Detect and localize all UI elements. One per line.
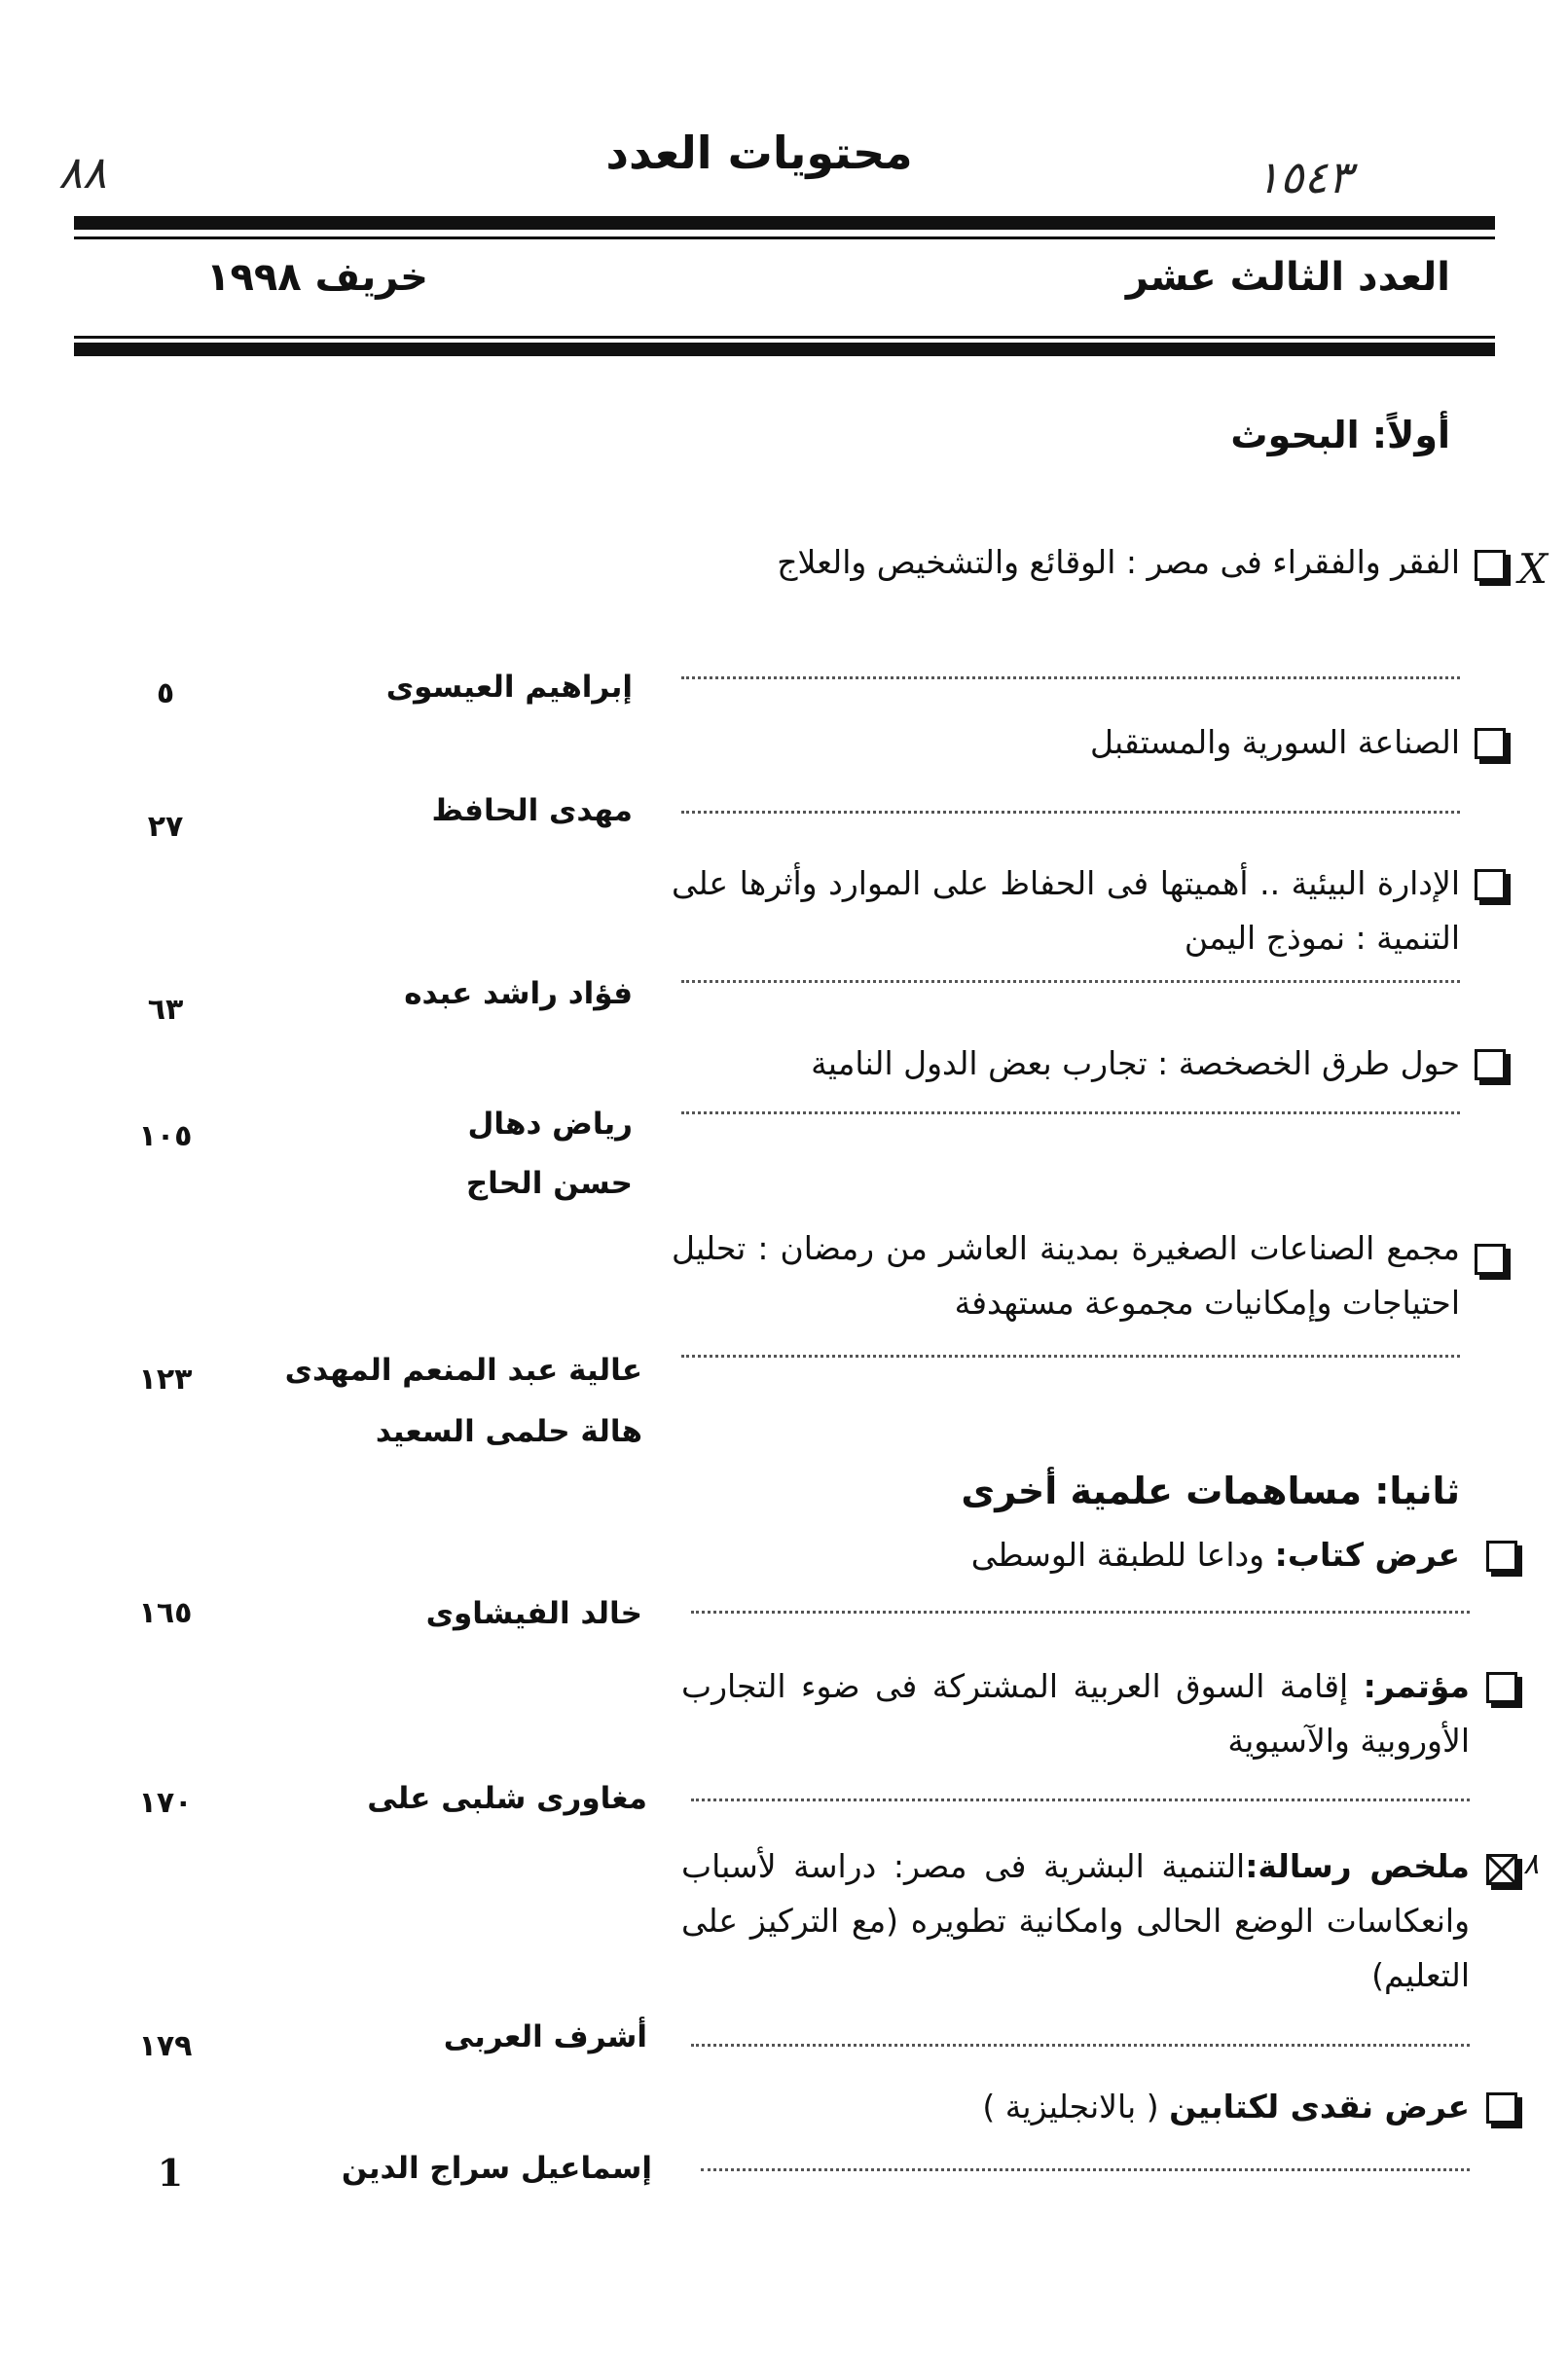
checkbox-icon [1486, 1672, 1517, 1703]
toc-item-author: عالية عبد المنعم المهدى [284, 1353, 642, 1388]
checkbox-icon [1475, 1244, 1506, 1275]
checkbox-icon [1475, 869, 1506, 900]
toc-item-page: ١٠٥ [138, 1119, 193, 1153]
toc-item-author: هالة حلمى السعيد [375, 1414, 642, 1449]
toc-item-author: فؤاد راشد عبده [404, 976, 633, 1011]
toc-item-title [681, 2080, 1470, 2134]
leader-dots [681, 1355, 1460, 1358]
toc-item-author: مغاورى شلبى على [367, 1781, 647, 1816]
toc-item-author: مهدى الحافظ [431, 793, 633, 828]
toc-item-title-text: ( بالانجليزية ) [982, 2088, 1159, 2126]
toc-item-page: ٦٣ [147, 993, 184, 1027]
toc-item-page: ١٧٠ [138, 1786, 193, 1820]
toc-item-title [681, 1659, 1470, 1768]
checkbox-icon [1486, 2092, 1517, 2124]
header-rule-top-thin [74, 236, 1495, 239]
checkbox-icon [1486, 1541, 1517, 1572]
handwritten-reference-number: ١٥٤٣ [1256, 151, 1352, 203]
toc-item-title-text: وداعا للطبقة الوسطى [970, 1536, 1265, 1574]
leader-dots [681, 811, 1460, 814]
leader-dots [691, 1611, 1470, 1614]
toc-item-type-label: ملخص رسالة: [1245, 1847, 1470, 1885]
leader-dots [681, 980, 1460, 983]
toc-item-author: أشرف العربى [443, 2019, 647, 2054]
header-rule-top [74, 216, 1495, 230]
handwritten-page-number: ٨٨ [58, 146, 107, 199]
toc-item-type-label: عرض كتاب: [1274, 1536, 1460, 1574]
toc-item-title-text: إقامة السوق العربية المشتركة فى ضوء التجارب الأوروبية والآسيوية [681, 1667, 1470, 1760]
handwritten-x-mark: X [1518, 545, 1548, 593]
toc-item-title [672, 1528, 1460, 1582]
toc-item-page: ١٦٥ [138, 1596, 193, 1630]
toc-item-author: خالد الفيشاوى [425, 1596, 642, 1631]
toc-item-type-label: مؤتمر: [1363, 1667, 1470, 1705]
handwritten-mark: ٨ [1523, 1847, 1540, 1881]
toc-item-author: حسن الحاج [465, 1166, 633, 1201]
toc-item-title: مجمع الصناعات الصغيرة بمدينة العاشر من رمضان : تحليل احتياجات وإمكانيات مجموعة مستهدفة [672, 1229, 1460, 1322]
checkbox-crossed-icon [1486, 1854, 1517, 1885]
toc-item-page: ١٢٣ [138, 1363, 193, 1397]
toc-item-title: حول طرق الخصخصة : تجارب بعض الدول النامية [811, 1044, 1460, 1082]
header-rule-bottom [74, 343, 1495, 356]
toc-item-author: إسماعيل سراج الدين [341, 2151, 652, 2186]
toc-item-page: ١٧٩ [138, 2029, 193, 2063]
checkbox-icon [1475, 550, 1506, 581]
toc-item-author: إبراهيم العيسوى [385, 670, 633, 705]
leader-dots [681, 1111, 1460, 1114]
checkbox-icon [1475, 728, 1506, 759]
issue-number: العدد الثالث عشر [1125, 255, 1450, 300]
toc-item-title: الصناعة السورية والمستقبل [1089, 723, 1460, 761]
checkbox-icon [1475, 1049, 1506, 1080]
section-heading-contributions: ثانيا: مساهمات علمية أخرى [961, 1470, 1460, 1512]
toc-item-title [681, 1839, 1470, 2003]
issue-season: خريف ١٩٩٨ [206, 255, 428, 300]
toc-item-title-text: التنمية البشرية فى مصر: دراسة لأسباب وانعكاسات الوضع الحالى وامكانية تطويره (مع التركيز على التعليم) [681, 1847, 1470, 1994]
toc-item-title: الإدارة البيئية .. أهميتها فى الحفاظ على الموارد وأثرها على التنمية : نموذج اليمن [672, 864, 1460, 957]
leader-dots [691, 1799, 1470, 1801]
page-title: محتويات العدد [605, 127, 913, 179]
leader-dots [701, 2168, 1470, 2171]
leader-dots [681, 676, 1460, 679]
section-heading-research: أولاً: البحوث [1230, 414, 1450, 456]
cross-mark-icon [1489, 1857, 1514, 1882]
header-rule-bottom-thin [74, 336, 1495, 339]
toc-item-page: 1 [157, 2151, 184, 2195]
toc-item-page: ٥ [156, 676, 175, 710]
toc-item-type-label: عرض نقدى لكتابين [1169, 2088, 1470, 2126]
leader-dots [691, 2044, 1470, 2047]
toc-item-author: رياض دهال [467, 1107, 633, 1142]
toc-item-title: الفقر والفقراء فى مصر : الوقائع والتشخيص والعلاج [777, 543, 1460, 581]
toc-item-page: ٢٧ [147, 810, 184, 844]
